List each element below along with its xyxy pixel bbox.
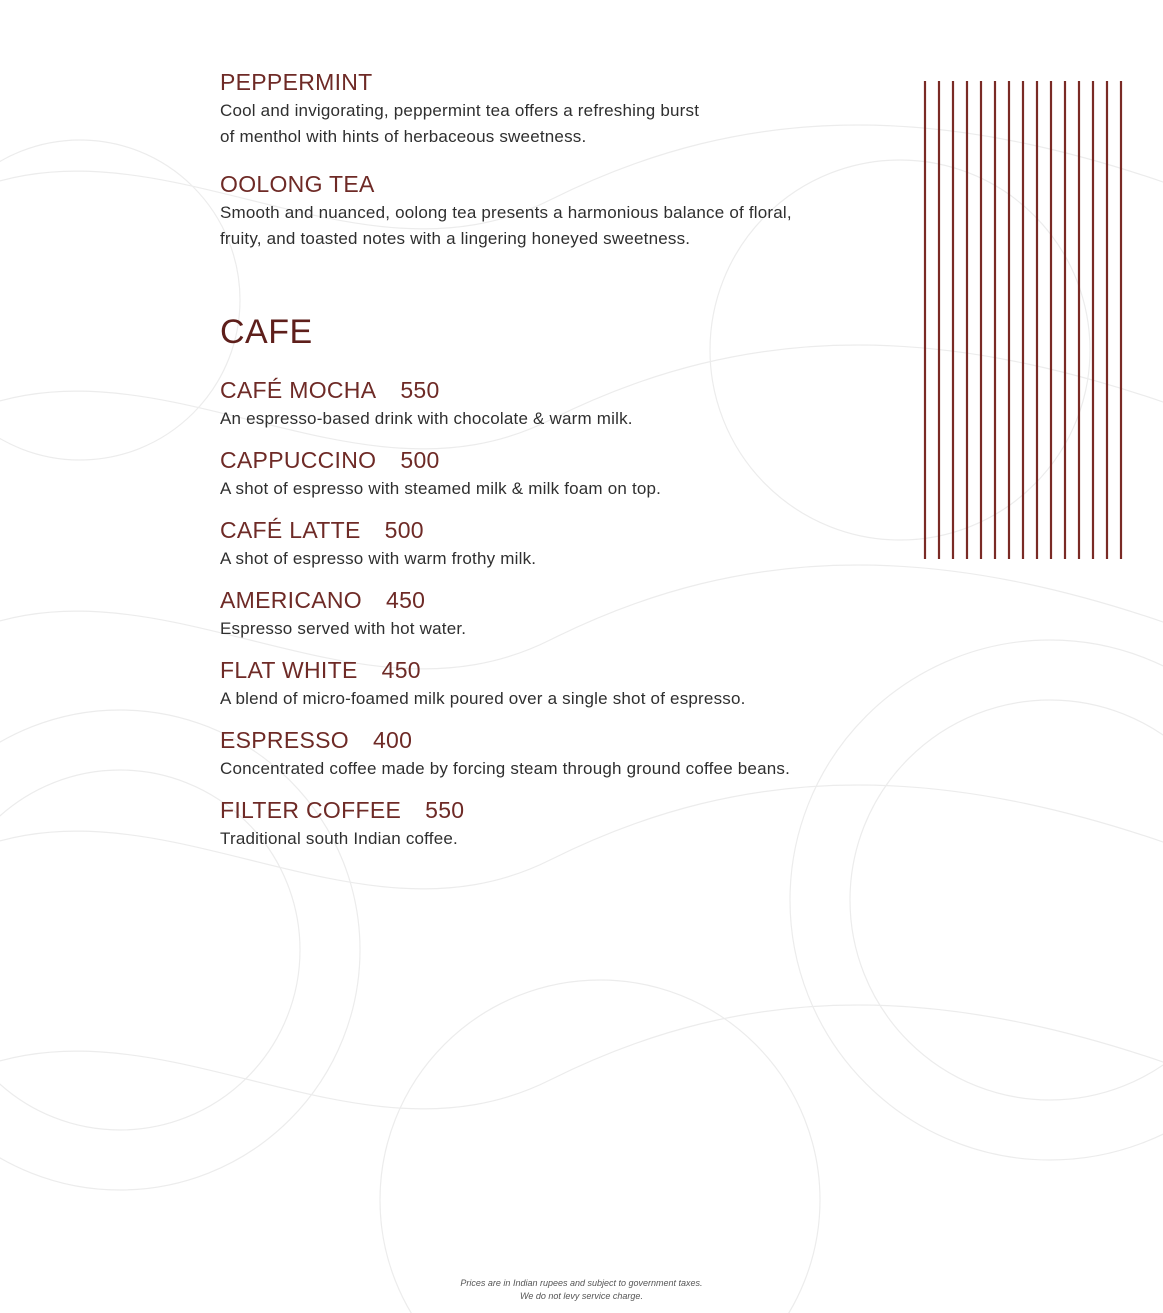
footer-line: Prices are in Indian rupees and subject to government taxes. [460, 1278, 703, 1288]
decorative-stripes [916, 81, 1130, 559]
item-name: PEPPERMINT [220, 69, 373, 95]
item-title-row [220, 516, 900, 544]
item-title-row [220, 726, 900, 754]
item-description-line: Cool and invigorating, peppermint tea offers a refreshing burst [220, 101, 700, 120]
item-price: 450 [381, 657, 421, 683]
menu-item-oolong-tea [220, 170, 900, 252]
item-title-row [220, 586, 900, 614]
item-description: Traditional south Indian coffee. [220, 829, 458, 848]
item-title-row [220, 796, 900, 824]
item-title-row [220, 376, 900, 404]
item-price: 550 [400, 377, 440, 403]
item-description-line: Smooth and nuanced, oolong tea presents a harmonious balance of floral, [220, 203, 792, 222]
menu-item-cafe-mocha [220, 376, 900, 432]
item-description-line: fruity, and toasted notes with a lingering honeyed sweetness. [220, 229, 691, 248]
menu-item-cappuccino [220, 446, 900, 502]
menu-item-americano [220, 586, 900, 642]
item-name: AMERICANO [220, 587, 362, 613]
menu-content [220, 68, 900, 866]
section-heading-cafe: CAFE [220, 313, 313, 351]
item-description [220, 98, 900, 150]
menu-item-filter-coffee [220, 796, 900, 852]
item-name: CAPPUCCINO [220, 447, 377, 473]
item-name: ESPRESSO [220, 727, 349, 753]
item-price: 550 [425, 797, 465, 823]
item-description: An espresso-based drink with chocolate & warm milk. [220, 409, 633, 428]
item-name: CAFÉ LATTE [220, 517, 361, 543]
menu-item-espresso [220, 726, 900, 782]
menu-item-peppermint [220, 68, 900, 150]
item-price: 500 [400, 447, 440, 473]
item-title-row [220, 656, 900, 684]
item-description [220, 200, 900, 252]
footer-line: We do not levy service charge. [520, 1291, 643, 1301]
item-description: A shot of espresso with warm frothy milk. [220, 549, 537, 568]
item-description-line: of menthol with hints of herbaceous sweetness. [220, 127, 587, 146]
menu-item-flat-white [220, 656, 900, 712]
footer-note [0, 1277, 1163, 1303]
item-price: 400 [372, 727, 413, 753]
item-description: A blend of micro-foamed milk poured over a single shot of espresso. [220, 689, 746, 708]
item-name: OOLONG TEA [220, 171, 375, 197]
item-description: A shot of espresso with steamed milk & milk foam on top. [220, 479, 662, 498]
item-title-row [220, 446, 900, 474]
item-description: Espresso served with hot water. [220, 619, 467, 638]
item-name: CAFÉ MOCHA [220, 377, 377, 403]
item-price: 500 [384, 517, 424, 543]
item-price: 450 [386, 587, 426, 613]
item-name: FLAT WHITE [220, 657, 358, 683]
item-name: FILTER COFFEE [220, 797, 402, 823]
item-description: Concentrated coffee made by forcing steam through ground coffee beans. [220, 759, 791, 778]
menu-item-cafe-latte [220, 516, 900, 572]
